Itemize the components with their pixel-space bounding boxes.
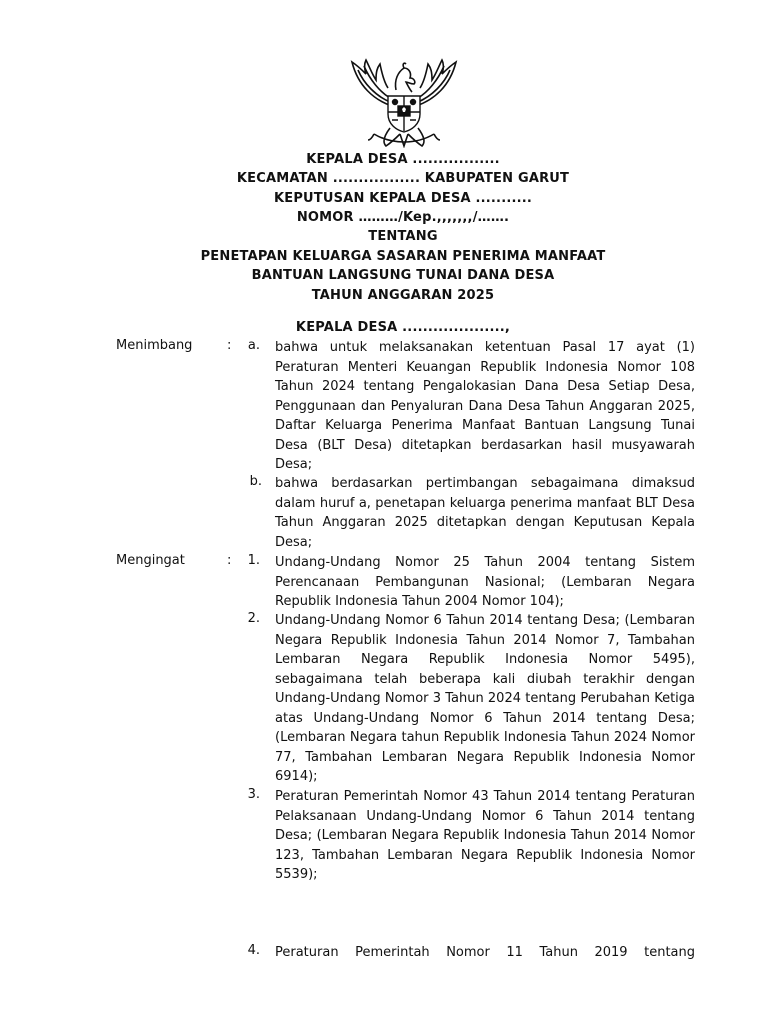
mengingat-item-marker: 3. (247, 787, 260, 802)
mengingat-colon: : (227, 553, 232, 568)
title-line-3: TAHUN ANGGARAN 2025 (311, 288, 495, 303)
menimbang-item-text: bahwa berdasarkan pertimbangan sebagaimana dimaksud dalam huruf a, penetapan keluarga penerima manfaat BLT Desa Tahun Anggaran 2025 ditetapkan dengan Keputusan Kepala Desa; (275, 476, 695, 550)
mengingat-item-text: Undang-Undang Nomor 6 Tahun 2014 tentang Desa; (Lembaran Negara Republik Indonesia Tahun 2014 Nomor 7, Tambahan Lembaran Negara Republik Indonesia Nomor 5495), sebagaimana telah beberapa kali diubah terakhir dengan Undang-Undang Nomor 3 Tahun 2024 tentang Perubahan Ketiga atas Undang-Undang Nomor 6 Tahun 2014 tentang Desa; (Lembaran Negara tahun Republik Indonesia Tahun 2024 Nomor 77, Tambahan Lembaran Negara Republik Indonesia Nomor 6914); (275, 613, 695, 784)
garuda-pancasila-emblem-icon (344, 56, 464, 148)
header-line-kecamatan: KECAMATAN ................. KABUPATEN GARUT (236, 171, 570, 186)
header-line-tentang: TENTANG (368, 229, 438, 244)
title-line-1: PENETAPAN KELUARGA SASARAN PENERIMA MANFAAT (200, 249, 606, 264)
header-line-kepala-desa: KEPALA DESA ................. (306, 152, 500, 167)
menimbang-colon: : (227, 338, 232, 353)
mengingat-item-marker: 1. (247, 553, 260, 568)
mengingat-item-text: Peraturan Pemerintah Nomor 11 Tahun 2019 tentang (275, 945, 695, 960)
mengingat-item-text: Peraturan Pemerintah Nomor 43 Tahun 2014 tentang Peraturan Pelaksanaan Undang-Undang Nomor 6 Tahun 2014 tentang Desa; (Lembaran Negara Republik Indonesia Tahun 2014 Nomor 123, Tambahan Lembaran Negara Republik Indonesia Nomor 5539); (275, 789, 695, 882)
mengingat-item-marker: 4. (247, 943, 260, 958)
header-line-keputusan: KEPUTUSAN KEPALA DESA ........... (273, 191, 533, 206)
mengingat-item-marker: 2. (247, 611, 260, 626)
menimbang-item-marker: a. (247, 338, 260, 353)
signer-heading: KEPALA DESA ...................., (295, 320, 511, 335)
mengingat-label: Mengingat (116, 553, 185, 568)
title-line-2: BANTUAN LANGSUNG TUNAI DANA DESA (251, 268, 555, 283)
mengingat-item-text: Undang-Undang Nomor 25 Tahun 2004 tentang Sistem Perencanaan Pembangunan Nasional; (Lembaran Negara Republik Indonesia Tahun 2004 Nomor 104); (275, 555, 695, 609)
menimbang-label: Menimbang (116, 338, 193, 353)
menimbang-item-marker: b. (249, 474, 262, 489)
header-line-nomor: NOMOR ………/Kep.,,,,,,,/……. (296, 210, 510, 225)
menimbang-item-text: bahwa untuk melaksanakan ketentuan Pasal 17 ayat (1) Peraturan Menteri Keuangan Republik Indonesia Nomor 108 Tahun 2024 tentang Pengalokasian Dana Desa Setiap Desa, Penggunaan dan Penyaluran Dana Desa Tahun Anggaran 2025, Daftar Keluarga Penerima Manfaat Bantuan Langsung Tunai Desa (BLT Desa) ditetapkan berdasarkan hasil musyawarah Desa; (275, 340, 695, 472)
